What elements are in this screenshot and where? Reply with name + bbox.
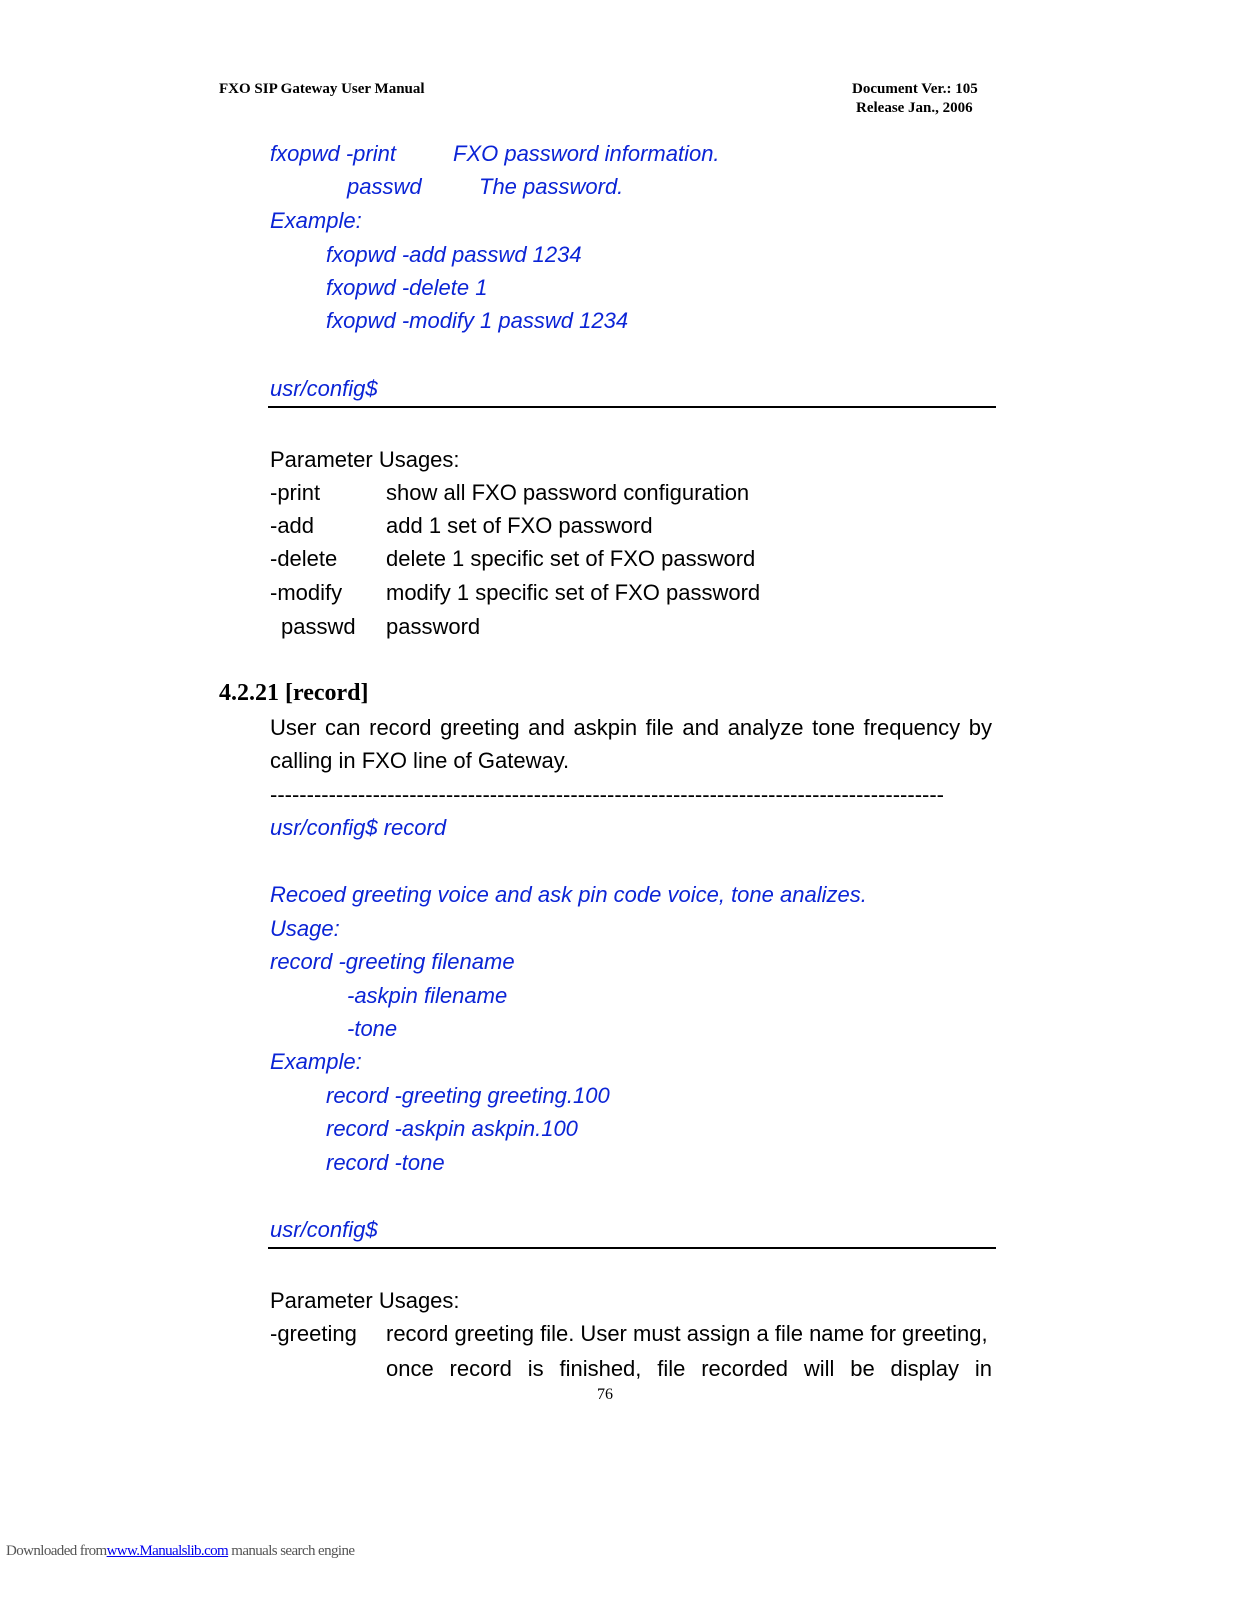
- record-description: Recoed greeting voice and ask pin code voice, tone analizes.: [270, 882, 867, 907]
- params1-title: Parameter Usages:: [270, 447, 460, 472]
- footer-prefix: Downloaded from: [6, 1543, 107, 1559]
- record-usage-3: -tone: [347, 1016, 398, 1041]
- params2-title: Parameter Usages:: [270, 1288, 460, 1313]
- dashed-separator: --------------------------------------------------------------------------------------------: [270, 782, 945, 807]
- header-release-date: Release Jan., 2006: [856, 100, 973, 116]
- params1-name-print: -print: [270, 480, 321, 505]
- fxopwd-example-label: Example:: [270, 208, 362, 233]
- fxopwd-print-desc: FXO password information.: [453, 141, 720, 166]
- record-intro-line1: User can record greeting and askpin file and analyze tone frequency by: [270, 715, 992, 740]
- header-doc-version: Document Ver.: 105: [852, 81, 978, 97]
- fxopwd-passwd-cmd: passwd: [347, 174, 422, 199]
- section-heading: 4.2.21 [record]: [219, 680, 369, 706]
- record-usage-label: Usage:: [270, 916, 340, 941]
- header-title: FXO SIP Gateway User Manual: [219, 81, 425, 97]
- params1-name-passwd: passwd: [281, 614, 356, 639]
- footer-download-notice: [6, 1543, 354, 1560]
- record-usage-2: -askpin filename: [347, 983, 508, 1008]
- params2-desc-greeting-line1: record greeting file. User must assign a file name for greeting,: [386, 1321, 988, 1346]
- record-prompt: usr/config$: [270, 1217, 378, 1242]
- fxopwd-print-cmd: fxopwd -print: [270, 141, 396, 166]
- record-example-3: record -tone: [326, 1150, 445, 1175]
- params1-name-delete: -delete: [270, 546, 338, 571]
- record-example-2: record -askpin askpin.100: [326, 1116, 578, 1141]
- params2-name-greeting: -greeting: [270, 1321, 357, 1346]
- section-divider-1: [268, 406, 996, 408]
- fxopwd-prompt: usr/config$: [270, 376, 378, 401]
- section-divider-2: [268, 1247, 996, 1249]
- fxopwd-example-3: fxopwd -modify 1 passwd 1234: [326, 308, 629, 333]
- params1-desc-delete: delete 1 specific set of FXO password: [386, 546, 756, 571]
- record-example-label: Example:: [270, 1049, 362, 1074]
- fxopwd-example-1: fxopwd -add passwd 1234: [326, 242, 582, 267]
- params1-desc-add: add 1 set of FXO password: [386, 513, 653, 538]
- params2-desc-greeting-line2: once record is finished, file recorded will be display in: [386, 1356, 992, 1381]
- params1-desc-print: show all FXO password configuration: [386, 480, 750, 505]
- params2-desc-greeting-line2-wrap: [386, 1352, 992, 1418]
- record-usage-1: record -greeting filename: [270, 949, 515, 974]
- params1-desc-modify: modify 1 specific set of FXO password: [386, 580, 761, 605]
- params1-name-modify: -modify: [270, 580, 343, 605]
- footer-suffix: manuals search engine: [228, 1543, 355, 1559]
- params1-desc-passwd: password: [386, 614, 481, 639]
- record-intro-line2: calling in FXO line of Gateway.: [270, 748, 570, 773]
- fxopwd-example-2: fxopwd -delete 1: [326, 275, 488, 300]
- page-number: 76: [597, 1386, 613, 1403]
- record-cmd-prompt: usr/config$ record: [270, 815, 447, 840]
- fxopwd-passwd-desc: The password.: [479, 174, 624, 199]
- record-example-1: record -greeting greeting.100: [326, 1083, 610, 1108]
- footer-manualslib-link[interactable]: www.Manualslib.com: [106, 1543, 229, 1559]
- params1-name-add: -add: [270, 513, 315, 538]
